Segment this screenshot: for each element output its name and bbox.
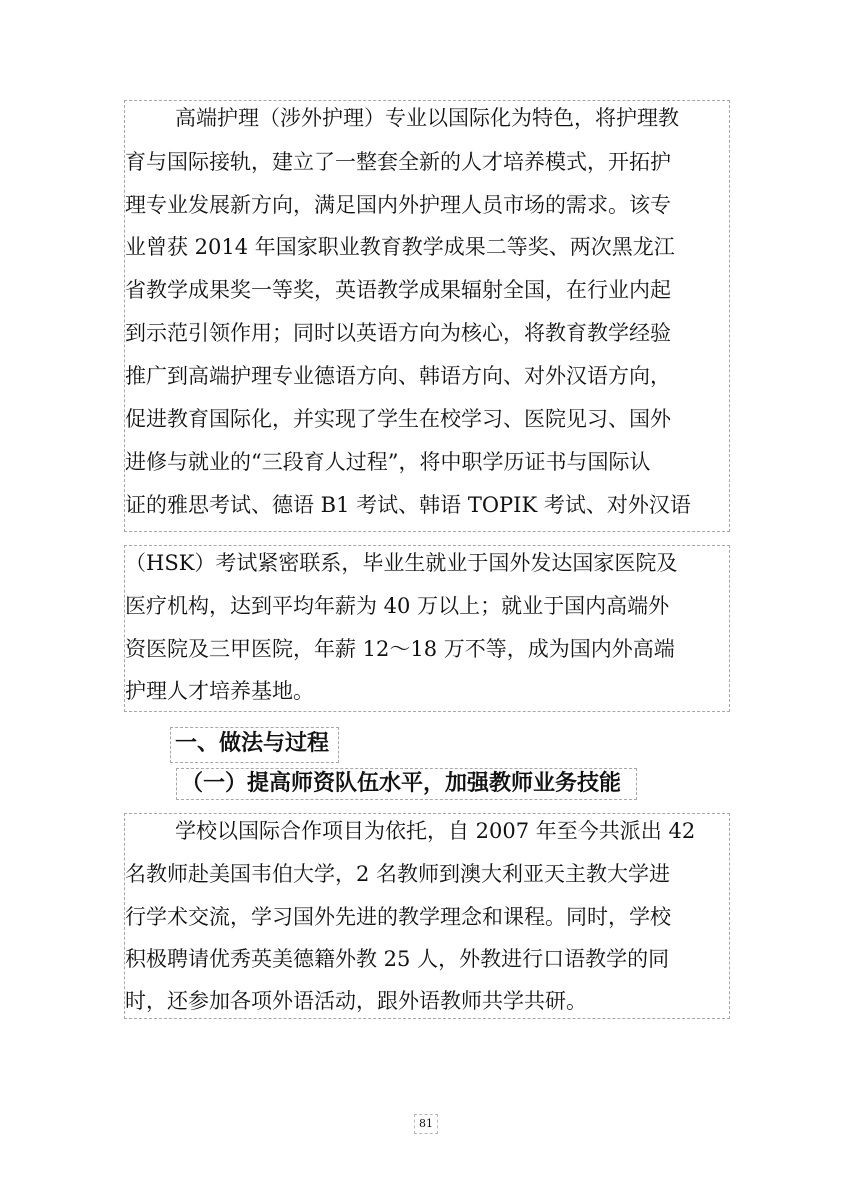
paragraph-line: （HSK）考试紧密联系，毕业生就业于国外发达国家医院及 xyxy=(125,551,678,575)
paragraph-line: 促进教育国际化，并实现了学生在校学习、医院见习、国外 xyxy=(125,407,671,431)
subsection-heading xyxy=(176,768,637,800)
paragraph-line: 到示范引领作用；同时以英语方向为核心，将教育教学经验 xyxy=(125,321,671,345)
paragraph-line: 医疗机构，达到平均年薪为 40 万以上；就业于国内高端外 xyxy=(125,594,670,618)
paragraph-line: 名教师赴美国韦伯大学，2 名教师到澳大利亚天主教大学进 xyxy=(125,862,671,886)
paragraph-line: 资医院及三甲医院，年薪 12～18 万不等，成为国内外高端 xyxy=(125,637,675,661)
section-heading xyxy=(170,727,339,763)
paragraph-line: 行学术交流，学习国外先进的教学理念和课程。同时，学校 xyxy=(125,905,671,929)
page-number xyxy=(414,1114,438,1134)
paragraph-line: 高端护理（涉外护理）专业以国际化为特色，将护理教 xyxy=(175,106,679,130)
paragraph-intro xyxy=(124,100,730,532)
paragraph-line: 证的雅思考试、德语 B1 考试、韩语 TOPIK 考试、对外汉语 xyxy=(125,493,691,517)
paragraph-line: 育与国际接轨，建立了一整套全新的人才培养模式，开拓护 xyxy=(125,150,671,174)
page-number-text: 81 xyxy=(419,1117,433,1130)
section-heading-text: 一、做法与过程 xyxy=(175,731,330,756)
paragraph-line: 积极聘请优秀英美德籍外教 25 人，外教进行口语教学的同 xyxy=(125,947,670,971)
paragraph-line: 护理人才培养基地。 xyxy=(125,679,314,703)
paragraph-line: 时，还参加各项外语活动，跟外语教师共学共研。 xyxy=(125,989,587,1013)
paragraph-teachers xyxy=(124,813,730,1019)
paragraph-line: 推广到高端护理专业德语方向、韩语方向、对外汉语方向， xyxy=(125,364,671,388)
paragraph-line: 理专业发展新方向，满足国内外护理人员市场的需求。该专 xyxy=(125,193,671,217)
paragraph-line: 学校以国际合作项目为依托，自 2007 年至今共派出 42 xyxy=(175,819,696,843)
paragraph-line: 业曾获 2014 年国家职业教育教学成果二等奖、两次黑龙江 xyxy=(125,235,675,259)
subsection-heading-text: （一）提高师资队伍水平，加强教师业务技能 xyxy=(181,771,622,796)
paragraph-line: 省教学成果奖一等奖，英语教学成果辐射全国，在行业内起 xyxy=(125,278,671,302)
paragraph-continuation xyxy=(124,545,730,712)
paragraph-line: 进修与就业的“三段育人过程”，将中职学历证书与国际认 xyxy=(125,450,651,474)
